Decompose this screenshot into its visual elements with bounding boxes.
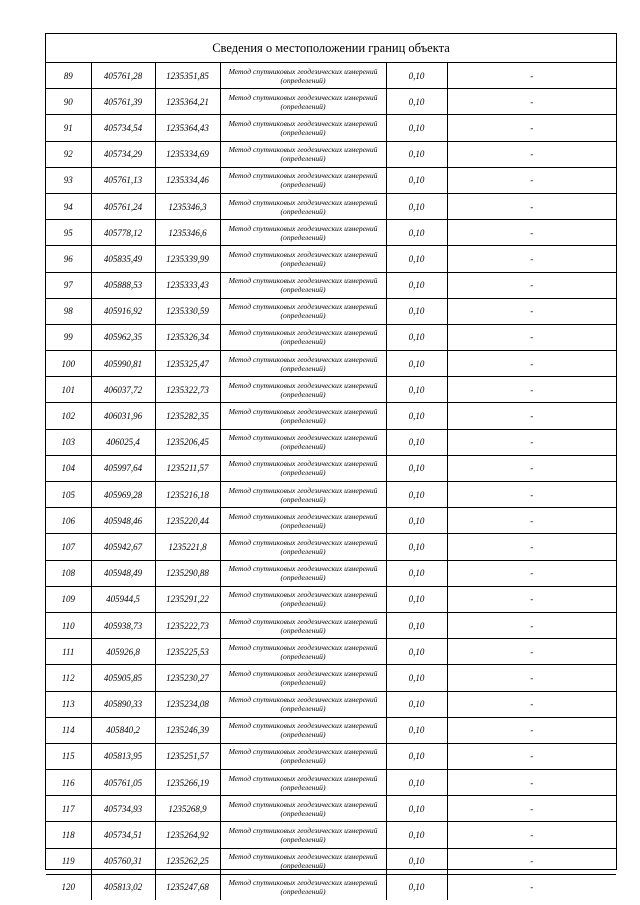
x-coordinate-cell: 405760,31: [91, 848, 155, 874]
accuracy-cell: 0,10: [386, 612, 447, 638]
x-coordinate-cell: 406037,72: [91, 377, 155, 403]
point-number-cell: 96: [46, 246, 91, 272]
method-cell: Метод спутниковых геодезических измерений (определений): [220, 717, 386, 743]
x-coordinate-cell: 405969,28: [91, 482, 155, 508]
note-cell: -: [447, 482, 616, 508]
y-coordinate-cell: 1235334,46: [155, 167, 220, 193]
method-cell: Метод спутниковых геодезических измерений (определений): [220, 429, 386, 455]
x-coordinate-cell: 405734,93: [91, 796, 155, 822]
point-number-cell: 90: [46, 89, 91, 115]
accuracy-cell: 0,10: [386, 534, 447, 560]
method-cell: Метод спутниковых геодезических измерений (определений): [220, 508, 386, 534]
method-cell: Метод спутниковых геодезических измерений (определений): [220, 455, 386, 481]
table-row: [46, 534, 616, 560]
point-number-cell: 116: [46, 770, 91, 796]
note-cell: -: [447, 534, 616, 560]
accuracy-cell: 0,10: [386, 429, 447, 455]
note-cell: -: [447, 324, 616, 350]
note-cell: -: [447, 298, 616, 324]
accuracy-cell: 0,10: [386, 403, 447, 429]
note-cell: -: [447, 612, 616, 638]
x-coordinate-cell: 405888,53: [91, 272, 155, 298]
x-coordinate-cell: 405734,54: [91, 115, 155, 141]
point-number-cell: 93: [46, 167, 91, 193]
x-coordinate-cell: 405761,28: [91, 63, 155, 89]
table-row: [46, 115, 616, 141]
method-cell: Метод спутниковых геодезических измерений (определений): [220, 89, 386, 115]
note-cell: -: [447, 141, 616, 167]
table-row: [46, 612, 616, 638]
table-row: [46, 89, 616, 115]
y-coordinate-cell: 1235322,73: [155, 377, 220, 403]
accuracy-cell: 0,10: [386, 639, 447, 665]
method-cell: Метод спутниковых геодезических измерений (определений): [220, 796, 386, 822]
table-row: [46, 220, 616, 246]
accuracy-cell: 0,10: [386, 717, 447, 743]
accuracy-cell: 0,10: [386, 167, 447, 193]
y-coordinate-cell: 1235262,25: [155, 848, 220, 874]
table-row: [46, 403, 616, 429]
accuracy-cell: 0,10: [386, 220, 447, 246]
table-row: [46, 639, 616, 665]
accuracy-cell: 0,10: [386, 272, 447, 298]
y-coordinate-cell: 1235266,19: [155, 770, 220, 796]
method-cell: Метод спутниковых геодезических измерений (определений): [220, 246, 386, 272]
y-coordinate-cell: 1235290,88: [155, 560, 220, 586]
note-cell: -: [447, 717, 616, 743]
accuracy-cell: 0,10: [386, 193, 447, 219]
method-cell: Метод спутниковых геодезических измерений (определений): [220, 63, 386, 89]
point-number-cell: 100: [46, 351, 91, 377]
y-coordinate-cell: 1235234,08: [155, 691, 220, 717]
note-cell: -: [447, 377, 616, 403]
x-coordinate-cell: 405916,92: [91, 298, 155, 324]
point-number-cell: 115: [46, 743, 91, 769]
table-row: [46, 770, 616, 796]
accuracy-cell: 0,10: [386, 351, 447, 377]
boundary-points-table: [46, 63, 616, 900]
table-row: [46, 822, 616, 848]
x-coordinate-cell: 405938,73: [91, 612, 155, 638]
note-cell: -: [530, 882, 534, 893]
y-coordinate-cell: 1235246,39: [155, 717, 220, 743]
y-coordinate-cell: 1235268,9: [155, 796, 220, 822]
method-cell: Метод спутниковых геодезических измерений (определений): [220, 272, 386, 298]
table-title: Сведения о местоположении границ объекта: [46, 34, 616, 63]
table-row: [46, 691, 616, 717]
y-coordinate-cell: 1235346,6: [155, 220, 220, 246]
y-coordinate-cell: 1235326,34: [155, 324, 220, 350]
accuracy-cell: 0,10: [386, 770, 447, 796]
boundary-table-frame: [45, 33, 617, 897]
note-cell: -: [447, 115, 616, 141]
x-coordinate-cell: 405948,46: [91, 508, 155, 534]
method-cell: Метод спутниковых геодезических измерений (определений): [220, 193, 386, 219]
x-coordinate-cell: 405761,24: [91, 193, 155, 219]
note-cell: -: [447, 560, 616, 586]
accuracy-cell: 0,10: [386, 874, 447, 900]
point-number-cell: 98: [46, 298, 91, 324]
x-coordinate-cell: 406025,4: [91, 429, 155, 455]
method-cell: Метод спутниковых геодезических измерений (определений): [220, 586, 386, 612]
y-coordinate-cell: 1235325,47: [155, 351, 220, 377]
accuracy-cell: 0,10: [386, 848, 447, 874]
y-coordinate-cell: 1235220,44: [155, 508, 220, 534]
point-number-cell: 111: [46, 639, 91, 665]
table-row: [46, 351, 616, 377]
method-cell: Метод спутниковых геодезических измерений (определений): [220, 377, 386, 403]
x-coordinate-cell: 405944,5: [91, 586, 155, 612]
table-row: [46, 63, 616, 89]
y-coordinate-cell: 1235216,18: [155, 482, 220, 508]
y-coordinate-cell: 1235364,43: [155, 115, 220, 141]
x-coordinate-cell: 405835,49: [91, 246, 155, 272]
y-coordinate-cell: 1235330,59: [155, 298, 220, 324]
point-number-cell: 118: [46, 822, 91, 848]
table-row: [46, 141, 616, 167]
accuracy-cell: 0,10: [386, 508, 447, 534]
table-row: [46, 429, 616, 455]
y-coordinate-cell: 1235282,35: [155, 403, 220, 429]
accuracy-cell: 0,10: [386, 665, 447, 691]
point-number-cell: 107: [46, 534, 91, 560]
note-cell: -: [447, 586, 616, 612]
accuracy-cell: 0,10: [386, 482, 447, 508]
method-cell: Метод спутниковых геодезических измерений (определений): [220, 141, 386, 167]
table-row: [46, 560, 616, 586]
point-number-cell: 104: [46, 455, 91, 481]
point-number-cell: 95: [46, 220, 91, 246]
method-cell: Метод спутниковых геодезических измерений (определений): [220, 691, 386, 717]
accuracy-cell: 0,10: [386, 246, 447, 272]
note-cell: -: [447, 351, 616, 377]
accuracy-cell: 0,10: [386, 455, 447, 481]
table-row: [46, 796, 616, 822]
point-number-cell: 91: [46, 115, 91, 141]
accuracy-cell: 0,10: [386, 691, 447, 717]
table-row: [46, 246, 616, 272]
y-coordinate-cell: 1235264,92: [155, 822, 220, 848]
y-coordinate-cell: 1235333,43: [155, 272, 220, 298]
method-cell: Метод спутниковых геодезических измерений (определений): [220, 115, 386, 141]
table-row: [46, 193, 616, 219]
x-coordinate-cell: 405734,51: [91, 822, 155, 848]
accuracy-cell: 0,10: [386, 796, 447, 822]
note-cell: -: [447, 665, 616, 691]
point-number-cell: 114: [46, 717, 91, 743]
x-coordinate-cell: 406031,96: [91, 403, 155, 429]
note-cell: -: [447, 508, 616, 534]
method-cell: Метод спутниковых геодезических измерений (определений): [220, 612, 386, 638]
table-row: [46, 272, 616, 298]
point-number-cell: 106: [46, 508, 91, 534]
table-row: [46, 508, 616, 534]
accuracy-cell: 0,10: [386, 586, 447, 612]
method-cell: Метод спутниковых геодезических измерений (определений): [220, 220, 386, 246]
method-cell: Метод спутниковых геодезических измерений (определений): [220, 482, 386, 508]
note-cell: -: [447, 455, 616, 481]
x-coordinate-cell: 405942,67: [91, 534, 155, 560]
x-coordinate-cell: 405761,13: [91, 167, 155, 193]
method-cell: Метод спутниковых геодезических измерений (определений): [220, 822, 386, 848]
point-number-cell: 101: [46, 377, 91, 403]
accuracy-cell: 0,10: [386, 89, 447, 115]
point-number-cell: 113: [46, 691, 91, 717]
x-coordinate-cell: 405840,2: [91, 717, 155, 743]
note-cell: -: [447, 403, 616, 429]
y-coordinate-cell: 1235225,53: [155, 639, 220, 665]
note-cell: -: [447, 246, 616, 272]
y-coordinate-cell: 1235346,3: [155, 193, 220, 219]
method-cell: Метод спутниковых геодезических измерений (определений): [220, 324, 386, 350]
note-cell: -: [447, 822, 616, 848]
method-cell: Метод спутниковых геодезических измерений (определений): [220, 770, 386, 796]
point-number-cell: 97: [46, 272, 91, 298]
method-cell: Метод спутниковых геодезических измерений (определений): [220, 639, 386, 665]
note-cell: -: [447, 691, 616, 717]
x-coordinate-cell: 405813,02: [91, 874, 155, 900]
accuracy-cell: 0,10: [386, 63, 447, 89]
table-row: [46, 586, 616, 612]
x-coordinate-cell: 405813,95: [91, 743, 155, 769]
point-number-cell: 102: [46, 403, 91, 429]
note-cell: -: [447, 770, 616, 796]
point-number-cell: 117: [46, 796, 91, 822]
table-row: [46, 167, 616, 193]
method-cell: Метод спутниковых геодезических измерений (определений): [220, 848, 386, 874]
note-cell: -: [447, 89, 616, 115]
method-cell: Метод спутниковых геодезических измерений (определений): [220, 665, 386, 691]
x-coordinate-cell: 405905,85: [91, 665, 155, 691]
accuracy-cell: 0,10: [386, 822, 447, 848]
method-cell: Метод спутниковых геодезических измерений (определений): [220, 743, 386, 769]
y-coordinate-cell: 1235251,57: [155, 743, 220, 769]
note-cell: -: [447, 272, 616, 298]
x-coordinate-cell: 405734,29: [91, 141, 155, 167]
point-number-cell: 112: [46, 665, 91, 691]
y-coordinate-cell: 1235222,73: [155, 612, 220, 638]
point-number-cell: 99: [46, 324, 91, 350]
method-cell: Метод спутниковых геодезических измерений (определений): [220, 560, 386, 586]
point-number-cell: 109: [46, 586, 91, 612]
y-coordinate-cell: 1235211,57: [155, 455, 220, 481]
point-number-cell: 119: [46, 848, 91, 874]
point-number-cell: 105: [46, 482, 91, 508]
y-coordinate-cell: 1235334,69: [155, 141, 220, 167]
note-cell: -: [447, 167, 616, 193]
note-cell: -: [447, 796, 616, 822]
point-number-cell: 108: [46, 560, 91, 586]
point-number-cell: 89: [46, 63, 91, 89]
x-coordinate-cell: 405926,8: [91, 639, 155, 665]
note-cell: -: [447, 220, 616, 246]
table-row: [46, 455, 616, 481]
x-coordinate-cell: 405761,39: [91, 89, 155, 115]
method-cell: Метод спутниковых геодезических измерений (определений): [220, 874, 386, 900]
point-number-cell: 94: [46, 193, 91, 219]
note-cell: -: [447, 193, 616, 219]
x-coordinate-cell: 405890,33: [91, 691, 155, 717]
accuracy-cell: 0,10: [386, 324, 447, 350]
y-coordinate-cell: 1235206,45: [155, 429, 220, 455]
method-cell: Метод спутниковых геодезических измерений (определений): [220, 298, 386, 324]
y-coordinate-cell: 1235230,27: [155, 665, 220, 691]
method-cell: Метод спутниковых геодезических измерений (определений): [220, 534, 386, 560]
method-cell: Метод спутниковых геодезических измерений (определений): [220, 403, 386, 429]
x-coordinate-cell: 405997,64: [91, 455, 155, 481]
x-coordinate-cell: 405962,35: [91, 324, 155, 350]
x-coordinate-cell: 405778,12: [91, 220, 155, 246]
x-coordinate-cell: 405761,05: [91, 770, 155, 796]
table-row: [46, 298, 616, 324]
accuracy-cell: 0,10: [386, 743, 447, 769]
table-row: [46, 848, 616, 874]
point-number-cell: 110: [46, 612, 91, 638]
y-coordinate-cell: 1235221,8: [155, 534, 220, 560]
accuracy-cell: 0,10: [386, 141, 447, 167]
method-cell: Метод спутниковых геодезических измерений (определений): [220, 351, 386, 377]
table-row: [46, 743, 616, 769]
y-coordinate-cell: 1235339,99: [155, 246, 220, 272]
table-row: [46, 482, 616, 508]
table-row: [46, 665, 616, 691]
point-number-cell: 92: [46, 141, 91, 167]
y-coordinate-cell: 1235351,85: [155, 63, 220, 89]
table-row: [46, 324, 616, 350]
accuracy-cell: 0,10: [386, 115, 447, 141]
y-coordinate-cell: 1235247,68: [155, 874, 220, 900]
x-coordinate-cell: 405990,81: [91, 351, 155, 377]
note-cell: -: [447, 63, 616, 89]
point-number-cell: 103: [46, 429, 91, 455]
x-coordinate-cell: 405948,49: [91, 560, 155, 586]
note-cell: -: [447, 743, 616, 769]
table-row: [46, 377, 616, 403]
accuracy-cell: 0,10: [386, 298, 447, 324]
note-cell: -: [447, 639, 616, 665]
table-row: [46, 717, 616, 743]
method-cell: Метод спутниковых геодезических измерений (определений): [220, 167, 386, 193]
point-number-cell: 120: [46, 874, 91, 900]
note-cell: -: [447, 848, 616, 874]
accuracy-cell: 0,10: [386, 377, 447, 403]
note-cell: -: [447, 429, 616, 455]
table-row: [46, 874, 616, 900]
y-coordinate-cell: 1235291,22: [155, 586, 220, 612]
accuracy-cell: 0,10: [386, 560, 447, 586]
y-coordinate-cell: 1235364,21: [155, 89, 220, 115]
